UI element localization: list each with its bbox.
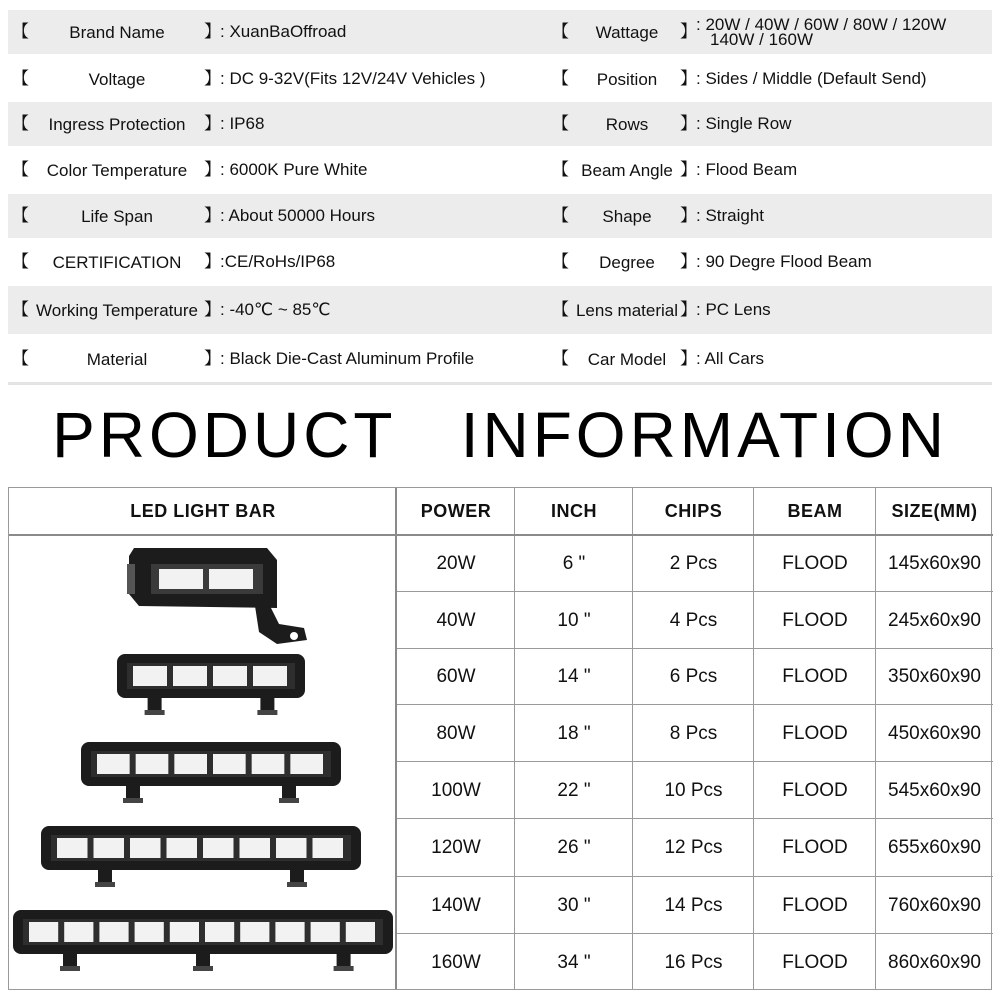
spec-row	[8, 240, 992, 284]
light-bar-led	[64, 922, 93, 942]
table-header-cell: BEAM	[787, 501, 843, 521]
spec-value-line: : 20W / 40W / 60W / 80W / 120W	[696, 15, 947, 34]
table-cell-power: 80W	[436, 722, 476, 744]
light-bar-led	[205, 922, 234, 942]
spec-row	[8, 336, 992, 382]
table-cell-beam: FLOOD	[782, 894, 848, 916]
light-bar-images	[9, 536, 396, 991]
bracket: 】	[204, 69, 221, 88]
table-cell-beam: FLOOD	[782, 553, 848, 574]
table-cell-beam: FLOOD	[782, 666, 848, 687]
bracket: 】	[204, 300, 221, 319]
spec-label: Voltage	[88, 70, 146, 89]
table-header-cell: INCH	[551, 501, 597, 521]
table-cell-inch: 26 "	[557, 837, 591, 858]
spec-label: Beam Angle	[581, 161, 673, 180]
light-bar-foot-base	[287, 882, 307, 887]
light-bar-led	[174, 754, 207, 774]
table-cell-inch: 34 "	[557, 951, 591, 973]
light-bar-led	[57, 838, 88, 858]
spec-label: Material	[86, 350, 148, 369]
light-bar-led	[275, 922, 304, 942]
spec-label: Working Temperature	[36, 301, 198, 320]
light-bar-led	[276, 838, 307, 858]
bracket: 【	[12, 114, 29, 133]
light-bar-led	[173, 666, 207, 686]
table-cell-chips: 4 Pcs	[669, 609, 718, 631]
divider	[8, 382, 992, 385]
table-cell-size: 450x60x90	[888, 722, 981, 744]
light-bar-led	[133, 666, 167, 686]
table-cell-chips: 10 Pcs	[664, 779, 723, 801]
light-bar-led	[203, 838, 234, 858]
table-cell-size: 145x60x90	[888, 553, 981, 574]
light-bar-foot-base	[334, 966, 354, 971]
table-cell-size: 760x60x90	[888, 894, 981, 916]
bracket: 】	[204, 349, 221, 368]
table-cell-chips: 2 Pcs	[669, 553, 718, 574]
light-bar-20w-bracket-hole	[290, 632, 298, 640]
spec-value: : All Cars	[696, 349, 765, 368]
spec-label: Shape	[602, 207, 652, 226]
bracket: 】	[204, 160, 221, 179]
light-bar-led	[29, 922, 58, 942]
table-header-cell: SIZE(MM)	[891, 501, 978, 521]
table-cell-chips: 8 Pcs	[669, 722, 718, 744]
table-cell-power: 140W	[431, 894, 481, 916]
light-bar-foot	[98, 870, 112, 884]
light-bar-foot-base	[193, 966, 213, 971]
spec-row	[8, 102, 992, 146]
light-bar-foot-base	[95, 882, 115, 887]
bracket: 】	[204, 252, 221, 271]
spec-label: Life Span	[81, 207, 153, 226]
bracket: 】	[680, 114, 697, 133]
table-cell-inch: 30 "	[557, 894, 591, 916]
light-bar-20w-bracket	[255, 604, 307, 644]
spec-value: :CE/RoHs/IP68	[220, 252, 336, 271]
light-bar-20w-led	[159, 569, 203, 589]
light-bar-led	[346, 922, 375, 942]
table-cell-beam: FLOOD	[782, 779, 848, 801]
page-title: PRODUCT INFORMATION	[52, 399, 948, 471]
spec-row	[8, 286, 992, 334]
spec-value: : IP68	[220, 114, 265, 133]
light-bar-foot	[337, 954, 351, 968]
spec-row	[8, 10, 992, 54]
table-cell-size: 545x60x90	[888, 779, 981, 801]
table-cell-power: 20W	[436, 553, 476, 574]
table-cell-beam: FLOOD	[782, 951, 848, 973]
light-bar-led	[213, 754, 246, 774]
table-cell-power: 120W	[431, 837, 481, 858]
bracket: 】	[204, 22, 221, 41]
bracket: 【	[552, 160, 569, 179]
light-bar-foot	[148, 698, 162, 712]
spec-label: Position	[596, 70, 658, 89]
bracket: 【	[552, 300, 569, 319]
light-bar-foot	[63, 954, 77, 968]
table-cell-inch: 14 "	[557, 666, 591, 687]
light-bar-led	[290, 754, 323, 774]
spec-label: Lens material	[575, 301, 679, 320]
light-bar-foot	[290, 870, 304, 884]
light-bar-foot	[282, 786, 296, 800]
light-bar-foot-base	[257, 710, 277, 715]
bracket: 】	[680, 349, 697, 368]
light-bar-led	[136, 754, 169, 774]
light-bar-led	[170, 922, 199, 942]
bracket: 】	[680, 22, 697, 41]
bracket: 【	[12, 22, 29, 41]
light-bar-20w-led	[209, 569, 253, 589]
light-bar-foot-base	[145, 710, 165, 715]
spec-value: : Straight	[696, 206, 765, 225]
table-cell-power: 60W	[436, 666, 476, 687]
spec-value: : XuanBaOffroad	[220, 22, 347, 41]
spec-label: Color Temperature	[46, 161, 188, 180]
light-bar-foot-base	[123, 798, 143, 803]
spec-value: : PC Lens	[696, 300, 771, 319]
bracket: 【	[552, 206, 569, 225]
light-bar-led	[240, 922, 269, 942]
spec-value: : -40℃ ~ 85℃	[220, 300, 331, 319]
bracket: 】	[204, 206, 221, 225]
bracket: 】	[204, 114, 221, 133]
spec-row	[8, 56, 992, 102]
light-bar-foot-base	[60, 966, 80, 971]
light-bar-foot-base	[279, 798, 299, 803]
table-header-cell: POWER	[420, 501, 492, 521]
light-bar-led	[167, 838, 198, 858]
spec-value: : Black Die-Cast Aluminum Profile	[220, 349, 475, 368]
light-bar-led	[135, 922, 164, 942]
light-bar-led	[213, 666, 247, 686]
light-bar-illustrations	[9, 536, 396, 991]
table-cell-chips: 6 Pcs	[669, 666, 718, 687]
light-bar-led	[240, 838, 271, 858]
table-cell-size: 245x60x90	[888, 609, 981, 631]
spec-label: Wattage	[595, 23, 659, 42]
table-cell-inch: 6 "	[562, 553, 586, 574]
spec-value: : Single Row	[696, 114, 792, 133]
light-bar-led	[252, 754, 285, 774]
spec-row	[8, 148, 992, 192]
table-cell-beam: FLOOD	[782, 837, 848, 858]
table-cell-inch: 18 "	[557, 722, 591, 744]
light-bar-20w-endcap	[127, 564, 135, 594]
bracket: 【	[552, 22, 569, 41]
spec-value: : Flood Beam	[696, 160, 798, 179]
bracket: 【	[12, 206, 29, 225]
light-bar-foot	[196, 954, 210, 968]
table-header-cell: LED LIGHT BAR	[130, 501, 276, 521]
spec-value: : 6000K Pure White	[220, 160, 368, 179]
table-cell-size: 655x60x90	[888, 837, 981, 858]
table-cell-inch: 22 "	[557, 779, 591, 801]
bracket: 【	[552, 69, 569, 88]
light-bar-foot	[260, 698, 274, 712]
table-cell-inch: 10 "	[557, 609, 591, 631]
table-cell-beam: FLOOD	[782, 609, 848, 631]
light-bar-led	[99, 922, 128, 942]
spec-label: Car Model	[587, 350, 667, 369]
bracket: 】	[680, 252, 697, 271]
table-cell-beam: FLOOD	[782, 722, 848, 744]
bracket: 【	[552, 252, 569, 271]
table-cell-size: 350x60x90	[888, 666, 981, 687]
bracket: 【	[12, 349, 29, 368]
bracket: 【	[12, 160, 29, 179]
table-cell-chips: 14 Pcs	[664, 894, 723, 916]
spec-label: CERTIFICATION	[52, 253, 182, 272]
spec-label: Ingress Protection	[48, 115, 186, 134]
table-cell-power: 100W	[431, 779, 481, 801]
spec-value: : 90 Degre Flood Beam	[696, 252, 872, 271]
light-bar-led	[313, 838, 344, 858]
spec-label: Degree	[599, 253, 655, 272]
spec-row	[8, 194, 992, 238]
light-bar-foot	[126, 786, 140, 800]
bracket: 【	[12, 252, 29, 271]
bracket: 】	[680, 206, 697, 225]
table-cell-chips: 16 Pcs	[664, 951, 723, 973]
spec-value: : DC 9-32V(Fits 12V/24V Vehicles )	[220, 69, 486, 88]
spec-value: : Sides / Middle (Default Send)	[696, 69, 927, 88]
light-bar-led	[311, 922, 340, 942]
bracket: 】	[680, 160, 697, 179]
light-bar-led	[253, 666, 287, 686]
table-header-cell: CHIPS	[664, 501, 723, 521]
spec-label: Rows	[605, 115, 649, 134]
light-bar-led	[94, 838, 125, 858]
bracket: 【	[552, 114, 569, 133]
spec-value-line: 140W / 160W	[710, 30, 813, 49]
bracket: 】	[680, 69, 697, 88]
table-cell-size: 860x60x90	[888, 951, 981, 973]
bracket: 【	[12, 300, 29, 319]
bracket: 【	[12, 69, 29, 88]
product-table	[8, 487, 992, 990]
bracket: 【	[552, 349, 569, 368]
table-cell-chips: 12 Pcs	[664, 837, 723, 858]
spec-value: : About 50000 Hours	[220, 206, 376, 225]
spec-label: Brand Name	[69, 23, 165, 42]
bracket: 】	[680, 300, 697, 319]
light-bar-led	[130, 838, 161, 858]
table-cell-power: 160W	[431, 951, 481, 973]
spec-value	[696, 16, 946, 49]
light-bar-led	[97, 754, 130, 774]
table-cell-power: 40W	[436, 609, 476, 631]
